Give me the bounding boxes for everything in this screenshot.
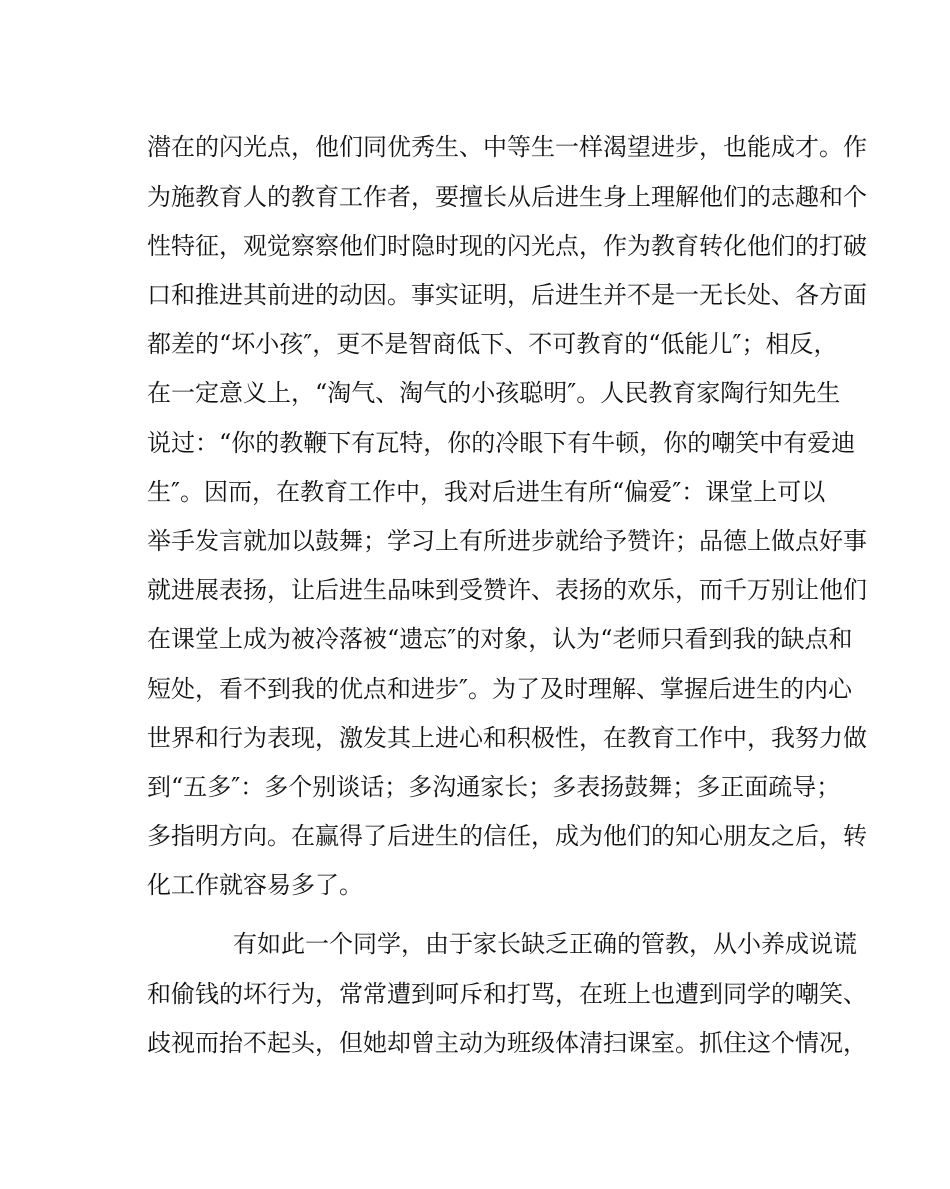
paragraph-first-line: 有如此一个同学，由于家长缺乏正确的管教，从小养成说谎	[233, 930, 857, 958]
text-line: 性特征，观觉察察他们时隐时现的闪光点，作为教育转化他们的打破	[147, 232, 867, 260]
text-line: 口和推进其前进的动因。事实证明，后进生并不是一无长处、各方面	[147, 281, 867, 309]
text-line: 世界和行为表现，激发其上进心和积极性，在教育工作中，我努力做	[147, 724, 867, 752]
text-line: 潜在的闪光点，他们同优秀生、中等生一样渴望进步，也能成才。作	[147, 133, 867, 161]
text-line: 都差的“坏小孩″，更不是智商低下、不可教育的“低能儿″；相反，	[147, 330, 838, 358]
text-line: 多指明方向。在赢得了后进生的信任，成为他们的知心朋友之后，转	[147, 822, 867, 850]
text-line: 到“五多″：多个别谈话；多沟通家长；多表扬鼓舞；多正面疏导；	[147, 773, 841, 801]
text-line: 举手发言就加以鼓舞；学习上有所进步就给予赞许；品德上做点好事	[147, 527, 867, 555]
text-line: 在课堂上成为被冷落被“遗忘″的对象，认为“老师只看到我的缺点和	[147, 625, 853, 653]
text-line: 在一定意义上，“淘气、淘气的小孩聪明″。人民教育家陶行知先生	[147, 379, 841, 407]
text-line: 歧视而抬不起头，但她却曾主动为班级体清扫课室。抓住这个情况，	[147, 1029, 867, 1057]
text-line: 说过：“你的教鞭下有瓦特，你的冷眼下有牛顿，你的嘲笑中有爱迪	[147, 429, 856, 457]
text-line: 化工作就容易多了。	[147, 871, 363, 899]
text-line: 短处，看不到我的优点和进步″。为了及时理解、掌握后进生的内心	[147, 675, 852, 703]
text-line: 和偷钱的坏行为，常常遭到呵斥和打骂，在班上也遭到同学的嘲笑、	[147, 980, 867, 1008]
text-line: 就进展表扬，让后进生品味到受赞许、表扬的欢乐，而千万别让他们	[147, 576, 867, 604]
text-line: 生″。因而，在教育工作中，我对后进生有所“偏爱″：课堂上可以	[147, 478, 826, 506]
text-line: 为施教育人的教育工作者，要擅长从后进生身上理解他们的志趣和个	[147, 183, 867, 211]
